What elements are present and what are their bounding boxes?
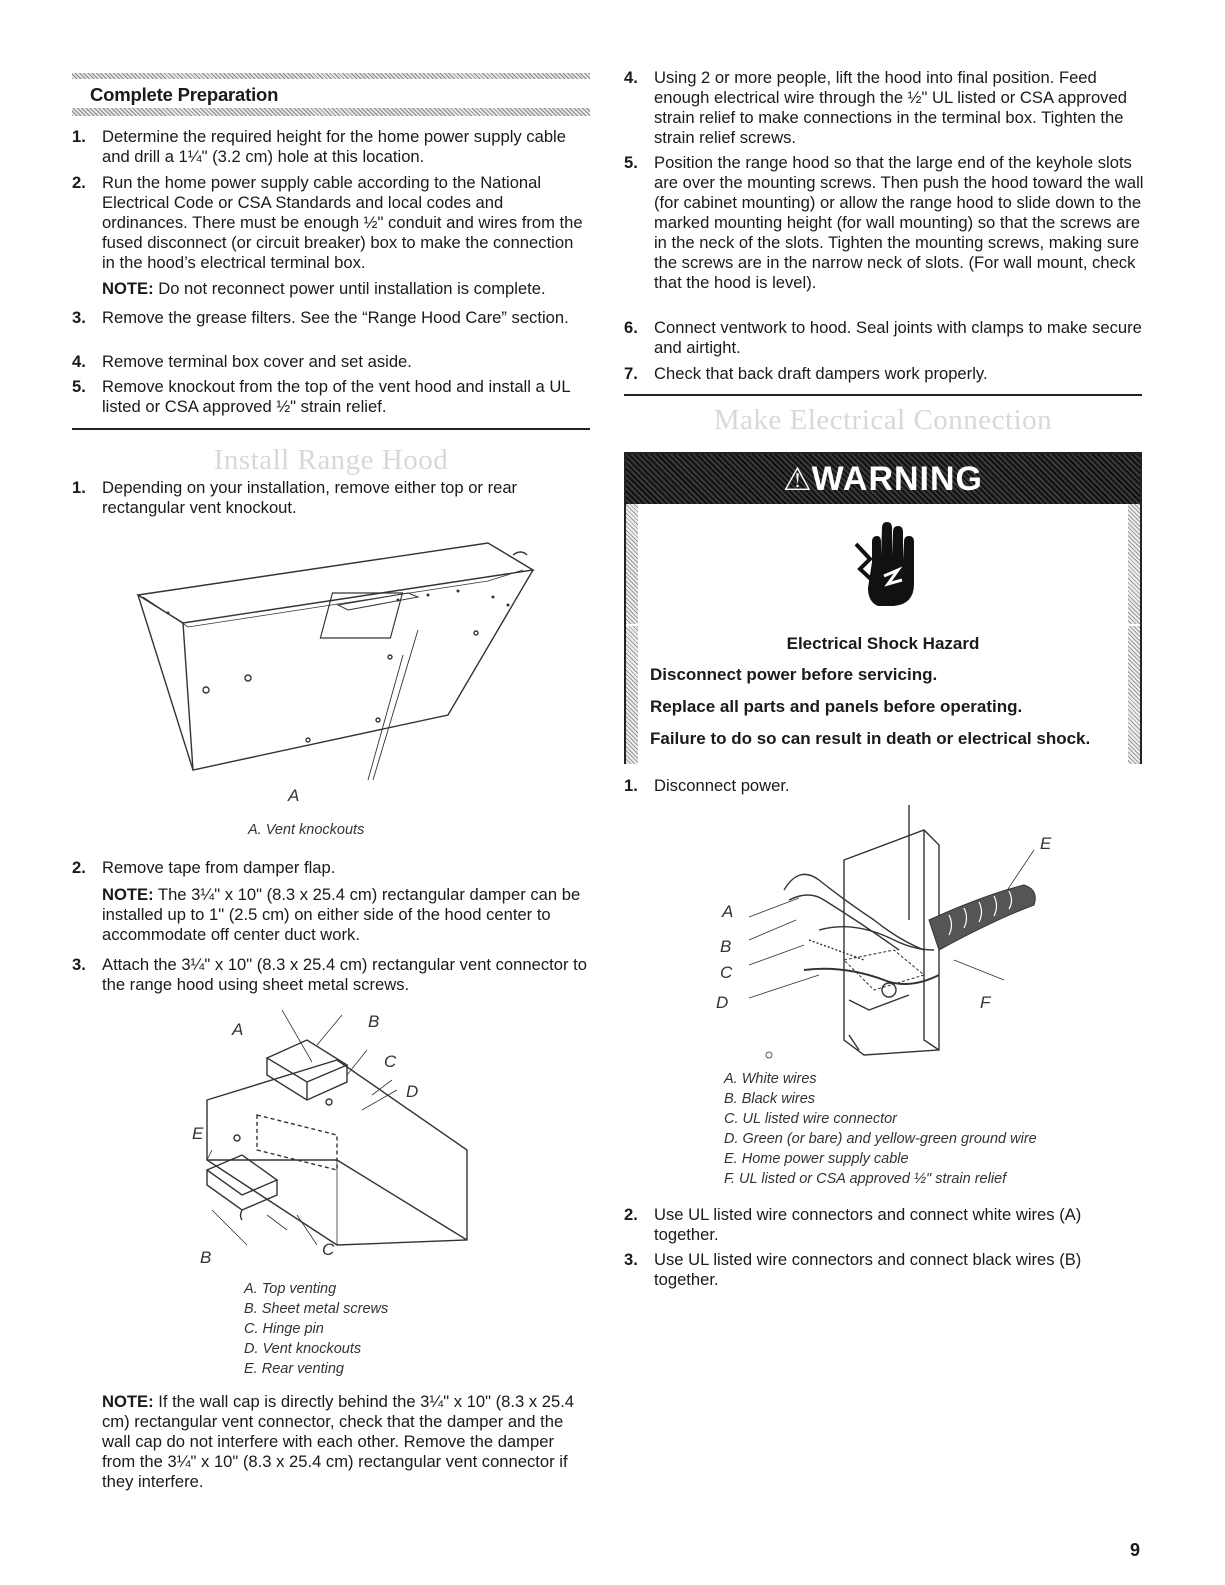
item-number: 2. <box>624 1205 638 1224</box>
list-item <box>72 308 590 328</box>
warning-line: Disconnect power before servicing. <box>650 665 938 684</box>
figure-label-e: E <box>1040 834 1052 853</box>
item-text: Remove terminal box cover and set aside. <box>102 352 412 371</box>
item-text: Remove the grease filters. See the “Range Hood Care” section. <box>102 308 569 327</box>
figure-label-f: F <box>980 993 991 1012</box>
caption-line: A. White wires <box>724 1071 817 1087</box>
warning-body <box>626 626 1140 764</box>
caption-line: C. Hinge pin <box>244 1321 324 1337</box>
list-item <box>72 352 590 372</box>
caption-line: C. UL listed wire connector <box>724 1111 898 1127</box>
item-number: 6. <box>624 318 638 337</box>
warning-header <box>626 454 1140 504</box>
item-number: 2. <box>72 858 86 877</box>
item-number: 3. <box>624 1250 638 1269</box>
section-title-complete-preparation: Complete Preparation <box>90 84 279 105</box>
item-number: 3. <box>72 955 86 974</box>
list-item <box>624 776 1146 796</box>
note <box>102 885 590 945</box>
figure-caption <box>724 1069 1037 1189</box>
note <box>102 279 590 299</box>
list-item <box>624 364 1146 384</box>
section-rule-top <box>72 73 590 79</box>
item-text: Use UL listed wire connectors and connect white wires (A) together. <box>654 1205 1082 1244</box>
section-divider <box>72 428 590 430</box>
list-item <box>72 127 590 167</box>
item-text: Check that back draft dampers work properly. <box>654 364 988 383</box>
range-hood-vent-knockouts-figure <box>128 535 618 805</box>
item-text: Remove knockout from the top of the vent hood and install a UL listed or CSA approved ½" strain relief. <box>102 377 570 416</box>
section-rule-bottom <box>72 108 590 116</box>
figure-label-b: B <box>720 937 732 956</box>
note-text: Do not reconnect power until installation is complete. <box>153 279 546 298</box>
item-number: 4. <box>72 352 86 371</box>
warning-triangle-icon: ⚠ <box>782 461 812 497</box>
item-number: 1. <box>624 776 638 795</box>
section-title-make-electrical-connection: Make Electrical Connection <box>713 404 1053 436</box>
caption-line: D. Vent knockouts <box>244 1341 362 1357</box>
item-number: 5. <box>624 153 638 172</box>
figure-label-b: B <box>368 1012 380 1031</box>
wiring-connection-figure <box>724 800 1144 1065</box>
list-item <box>72 173 590 273</box>
note-label: NOTE: <box>102 1392 154 1411</box>
item-text: Use UL listed wire connectors and connect black wires (B) together. <box>654 1250 1082 1289</box>
figure-label-d: D <box>716 993 729 1012</box>
caption-line: B. Sheet metal screws <box>244 1301 389 1317</box>
list-item <box>624 1205 1146 1245</box>
item-number: 4. <box>624 68 638 87</box>
figure-label-d: D <box>406 1082 419 1101</box>
item-text: Position the range hood so that the large end of the keyhole slots are over the mounting screws. Then push the hood toward the wall (for cabinet mounting) or allow the range hood to slide down to the marked mounting height (for wall mounting) so that the screws are in the neck of the slots. Tighten the mounting screws, making sure the screws are in the narrow neck of slots. (For wall mount, check that the hood is level). <box>654 153 1144 292</box>
section-divider <box>624 394 1142 396</box>
list-item <box>72 377 590 417</box>
figure-label-c: C <box>720 963 733 982</box>
list-item <box>72 478 590 518</box>
warning-box <box>624 452 1142 764</box>
caption-line: E. Home power supply cable <box>724 1151 909 1167</box>
list-item <box>72 955 590 995</box>
list-item <box>624 318 1146 358</box>
item-text: Run the home power supply cable according to the National Electrical Code or CSA Standards and local codes and ordinances. There must be enough ½" conduit and wires from the fused disconnect (or circuit breaker) box to make the connection in the hood’s electrical terminal box. <box>102 173 583 272</box>
item-number: 1. <box>72 127 86 146</box>
note-label: NOTE: <box>102 885 154 904</box>
warning-icon-area <box>626 504 1140 624</box>
caption-line: D. Green (or bare) and yellow-green ground wire <box>724 1131 1037 1147</box>
vent-connector-attachment-figure <box>167 1010 507 1270</box>
item-text: Remove tape from damper flap. <box>102 858 336 877</box>
list-item <box>624 1250 1146 1290</box>
warning-line: Replace all parts and panels before operating. <box>650 697 1023 716</box>
item-text: Using 2 or more people, lift the hood into final position. Feed enough electrical wire through the ½" UL listed or CSA approved strain relief to make connections in the terminal box. Tighten the strain relief screws. <box>654 68 1127 147</box>
item-text: Depending on your installation, remove either top or rear rectangular vent knockout. <box>102 478 518 517</box>
item-number: 1. <box>72 478 86 497</box>
figure-label-b: B <box>200 1248 212 1267</box>
caption-line: B. Black wires <box>724 1091 816 1107</box>
item-number: 3. <box>72 308 86 327</box>
item-text: Connect ventwork to hood. Seal joints with clamps to make secure and airtight. <box>654 318 1142 357</box>
note-text: The 3¼" x 10" (8.3 x 25.4 cm) rectangular damper can be installed up to 1" (2.5 cm) on either side of the hood center to accommodate off center duct work. <box>102 885 581 944</box>
warning-heading: WARNING <box>811 460 983 498</box>
item-number: 7. <box>624 364 638 383</box>
electrical-shock-hand-icon <box>848 514 918 614</box>
item-text: Attach the 3¼" x 10" (8.3 x 25.4 cm) rectangular vent connector to the range hood using sheet metal screws. <box>102 955 587 994</box>
figure-caption <box>244 1279 388 1379</box>
page-number: 9 <box>1130 1540 1141 1560</box>
section-title-install-range-hood: Install Range Hood <box>213 444 449 476</box>
item-number: 2. <box>72 173 86 192</box>
note-label: NOTE: <box>102 279 154 298</box>
item-text: Determine the required height for the home power supply cable and drill a 1¼" (3.2 cm) hole at this location. <box>102 127 566 166</box>
warning-line: Failure to do so can result in death or electrical shock. <box>650 729 1091 748</box>
figure-label-e: E <box>192 1124 204 1143</box>
item-text: Disconnect power. <box>654 776 790 795</box>
figure-label-c: C <box>322 1240 335 1259</box>
note-text: If the wall cap is directly behind the 3¼" x 10" (8.3 x 25.4 cm) rectangular vent connector, check that the damper and the wall cap do not interfere with each other. Remove the damper from the 3¼" x 10" (8.3 x 25.4 cm) rectangular vent connector if they interfere. <box>102 1392 575 1491</box>
list-item <box>72 858 590 878</box>
item-number: 5. <box>72 377 86 396</box>
note <box>102 1392 590 1492</box>
list-item <box>624 153 1146 293</box>
hazard-title: Electrical Shock Hazard <box>786 634 980 653</box>
figure-label-a: A <box>288 786 300 805</box>
figure-caption: A. Vent knockouts <box>248 822 365 838</box>
caption-line: F. UL listed or CSA approved ½" strain relief <box>724 1171 1007 1187</box>
list-item <box>624 68 1146 148</box>
figure-label-a: A <box>722 902 734 921</box>
caption-line: A. Top venting <box>244 1281 337 1297</box>
figure-label-a: A <box>232 1020 244 1039</box>
figure-label-c: C <box>384 1052 397 1071</box>
caption-line: E. Rear venting <box>244 1361 344 1377</box>
